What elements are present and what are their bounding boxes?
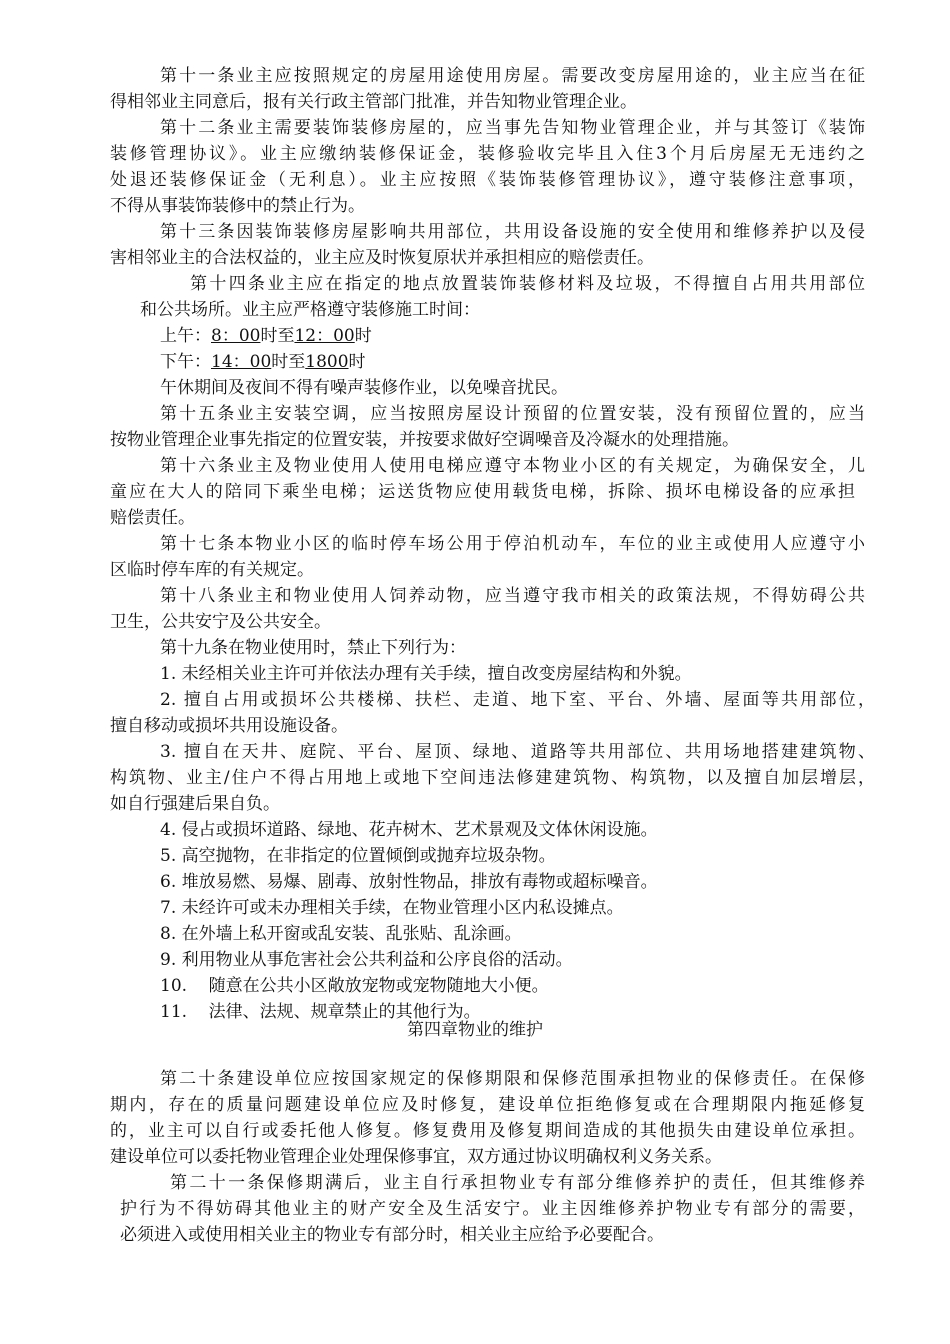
article-12-line-4: 不得从事装饰装修中的禁止行为。 [110,196,365,216]
afternoon-suffix: 时 [348,352,366,372]
article-11-line-1: 第十一条业主应按照规定的房屋用途使用房屋。需要改变房屋用途的，业主应当在征 [160,66,865,86]
article-11-line-2: 得相邻业主同意后，报有关行政主管部门批准，并告知物业管理企业。 [110,92,637,112]
quiet-hours-note: 午休期间及夜间不得有噪声装修作业，以免噪音扰民。 [160,378,568,398]
list-item-continuation: 构筑物、业主/住户不得占用地上或地下空间违法修建建筑物、构筑物，以及擅自加层增层， [110,768,875,788]
morning-end-time: 12：00 [294,326,355,346]
article-21-line-3: 必须进入或使用相关业主的物业专有部分时，相关业主应给予必要配合。 [120,1225,664,1245]
article-12-line-3: 处退还装修保证金（无利息）。业主应按照《装饰装修管理协议》，遵守装修注意事项， [110,170,865,190]
article-20-line-2: 期内，存在的质量问题建设单位应及时修复，建设单位拒绝修复或在合理期限内拖延修复 [110,1095,865,1115]
article-18-line-2: 卫生，公共安宁及公共安全。 [110,612,331,632]
article-12-line-2: 装修管理协议》。业主应缴纳装修保证金，装修验收完毕且入住3个月后房屋无无违约之 [110,144,865,164]
article-13-line-2: 害相邻业主的合法权益的，业主应及时恢复原状并承担相应的赔偿责任。 [110,248,654,268]
article-13-line-1: 第十三条因装饰装修房屋影响共用部位，共用设备设施的安全使用和维修养护以及侵 [160,222,865,242]
article-21-line-2: 护行为不得妨碍其他业主的财产安全及生活安宁。业主因维修养护物业专有部分的需要， [120,1199,865,1219]
article-20-line-1: 第二十条建设单位应按国家规定的保修期限和保修范围承担物业的保修责任。在保修 [160,1069,865,1089]
morning-suffix: 时 [354,326,372,346]
article-16-line-2: 童应在大人的陪同下乘坐电梯；运送货物应使用载货电梯，拆除、损坏电梯设备的应承担 [110,482,855,502]
list-item: 7. 未经许可或未办理相关手续，在物业管理小区内私设摊点。 [160,898,624,918]
morning-start-time: 8：00 [211,326,261,346]
article-18-line-1: 第十八条业主和物业使用人饲养动物，应当遵守我市相关的政策法规，不得妨碍公共 [160,586,865,606]
list-item: 1. 未经相关业主许可并依法办理有关手续，擅自改变房屋结构和外貌。 [160,664,692,684]
article-14-line-2: 和公共场所。业主应严格遵守装修施工时间： [140,300,480,320]
article-17-line-1: 第十七条本物业小区的临时停车场公用于停泊机动车，车位的业主或使用人应遵守小 [160,534,865,554]
list-item: 11. 法律、法规、规章禁止的其他行为。 [160,1002,481,1022]
afternoon-label: 下午： [160,352,211,372]
article-20-line-3: 的，业主可以自行或委托他人修复。修复费用及修复期间造成的其他损失由建设单位承担。 [110,1121,865,1141]
chapter-heading: 第四章物业的维护 [407,1020,543,1040]
list-item: 5. 高空抛物，在非指定的位置倾倒或抛弃垃圾杂物。 [160,846,556,866]
article-14-line-1: 第十四条业主应在指定的地点放置装饰装修材料及垃圾，不得擅自占用共用部位 [190,274,865,294]
article-15-line-2: 按物业管理企业事先指定的位置安装，并按要求做好空调噪音及冷凝水的处理措施。 [110,430,739,450]
article-16-line-3: 赔偿责任。 [110,508,195,528]
article-20-line-4: 建设单位可以委托物业管理企业处理保修事宜，双方通过协议明确权利义务关系。 [110,1147,722,1167]
list-item: 8. 在外墙上私开窗或乱安装、乱张贴、乱涂画。 [160,924,522,944]
article-15-line-1: 第十五条业主安装空调，应当按照房屋设计预留的位置安装，没有预留位置的，应当 [160,404,865,424]
list-item: 3. 擅自在天井、庭院、平台、屋顶、绿地、道路等共用部位、共用场地搭建建筑物、 [160,742,875,762]
list-item: 2. 擅自占用或损坏公共楼梯、扶栏、走道、地下室、平台、外墙、屋面等共用部位， [160,690,875,710]
list-item-continuation: 擅自移动或损坏共用设施设备。 [110,716,348,736]
article-12-line-1: 第十二条业主需要装饰装修房屋的，应当事先告知物业管理企业，并与其签订《装饰 [160,118,865,138]
afternoon-hours [160,349,366,375]
afternoon-end-time: 1800 [305,352,349,372]
afternoon-start-time: 14：00 [211,352,272,372]
morning-to-text: 时至 [260,326,295,346]
article-21-line-1: 第二十一条保修期满后，业主自行承担物业专有部分维修养护的责任，但其维修养 [170,1173,865,1193]
list-item: 10. 随意在公共小区敞放宠物或宠物随地大小便。 [160,976,549,996]
afternoon-to-text: 时至 [271,352,306,372]
morning-label: 上午： [160,326,211,346]
list-item: 4. 侵占或损坏道路、绿地、花卉树木、艺术景观及文体休闲设施。 [160,820,658,840]
article-16-line-1: 第十六条业主及物业使用人使用电梯应遵守本物业小区的有关规定，为确保安全，儿 [160,456,865,476]
list-item: 9. 利用物业从事危害社会公共利益和公序良俗的活动。 [160,950,573,970]
article-17-line-2: 区临时停车库的有关规定。 [110,560,314,580]
article-19-intro: 第十九条在物业使用时，禁止下列行为： [160,638,466,658]
list-item-continuation: 如自行强建后果自负。 [110,794,280,814]
list-item: 6. 堆放易燃、易爆、剧毒、放射性物品，排放有毒物或超标噪音。 [160,872,658,892]
morning-hours [160,323,372,349]
